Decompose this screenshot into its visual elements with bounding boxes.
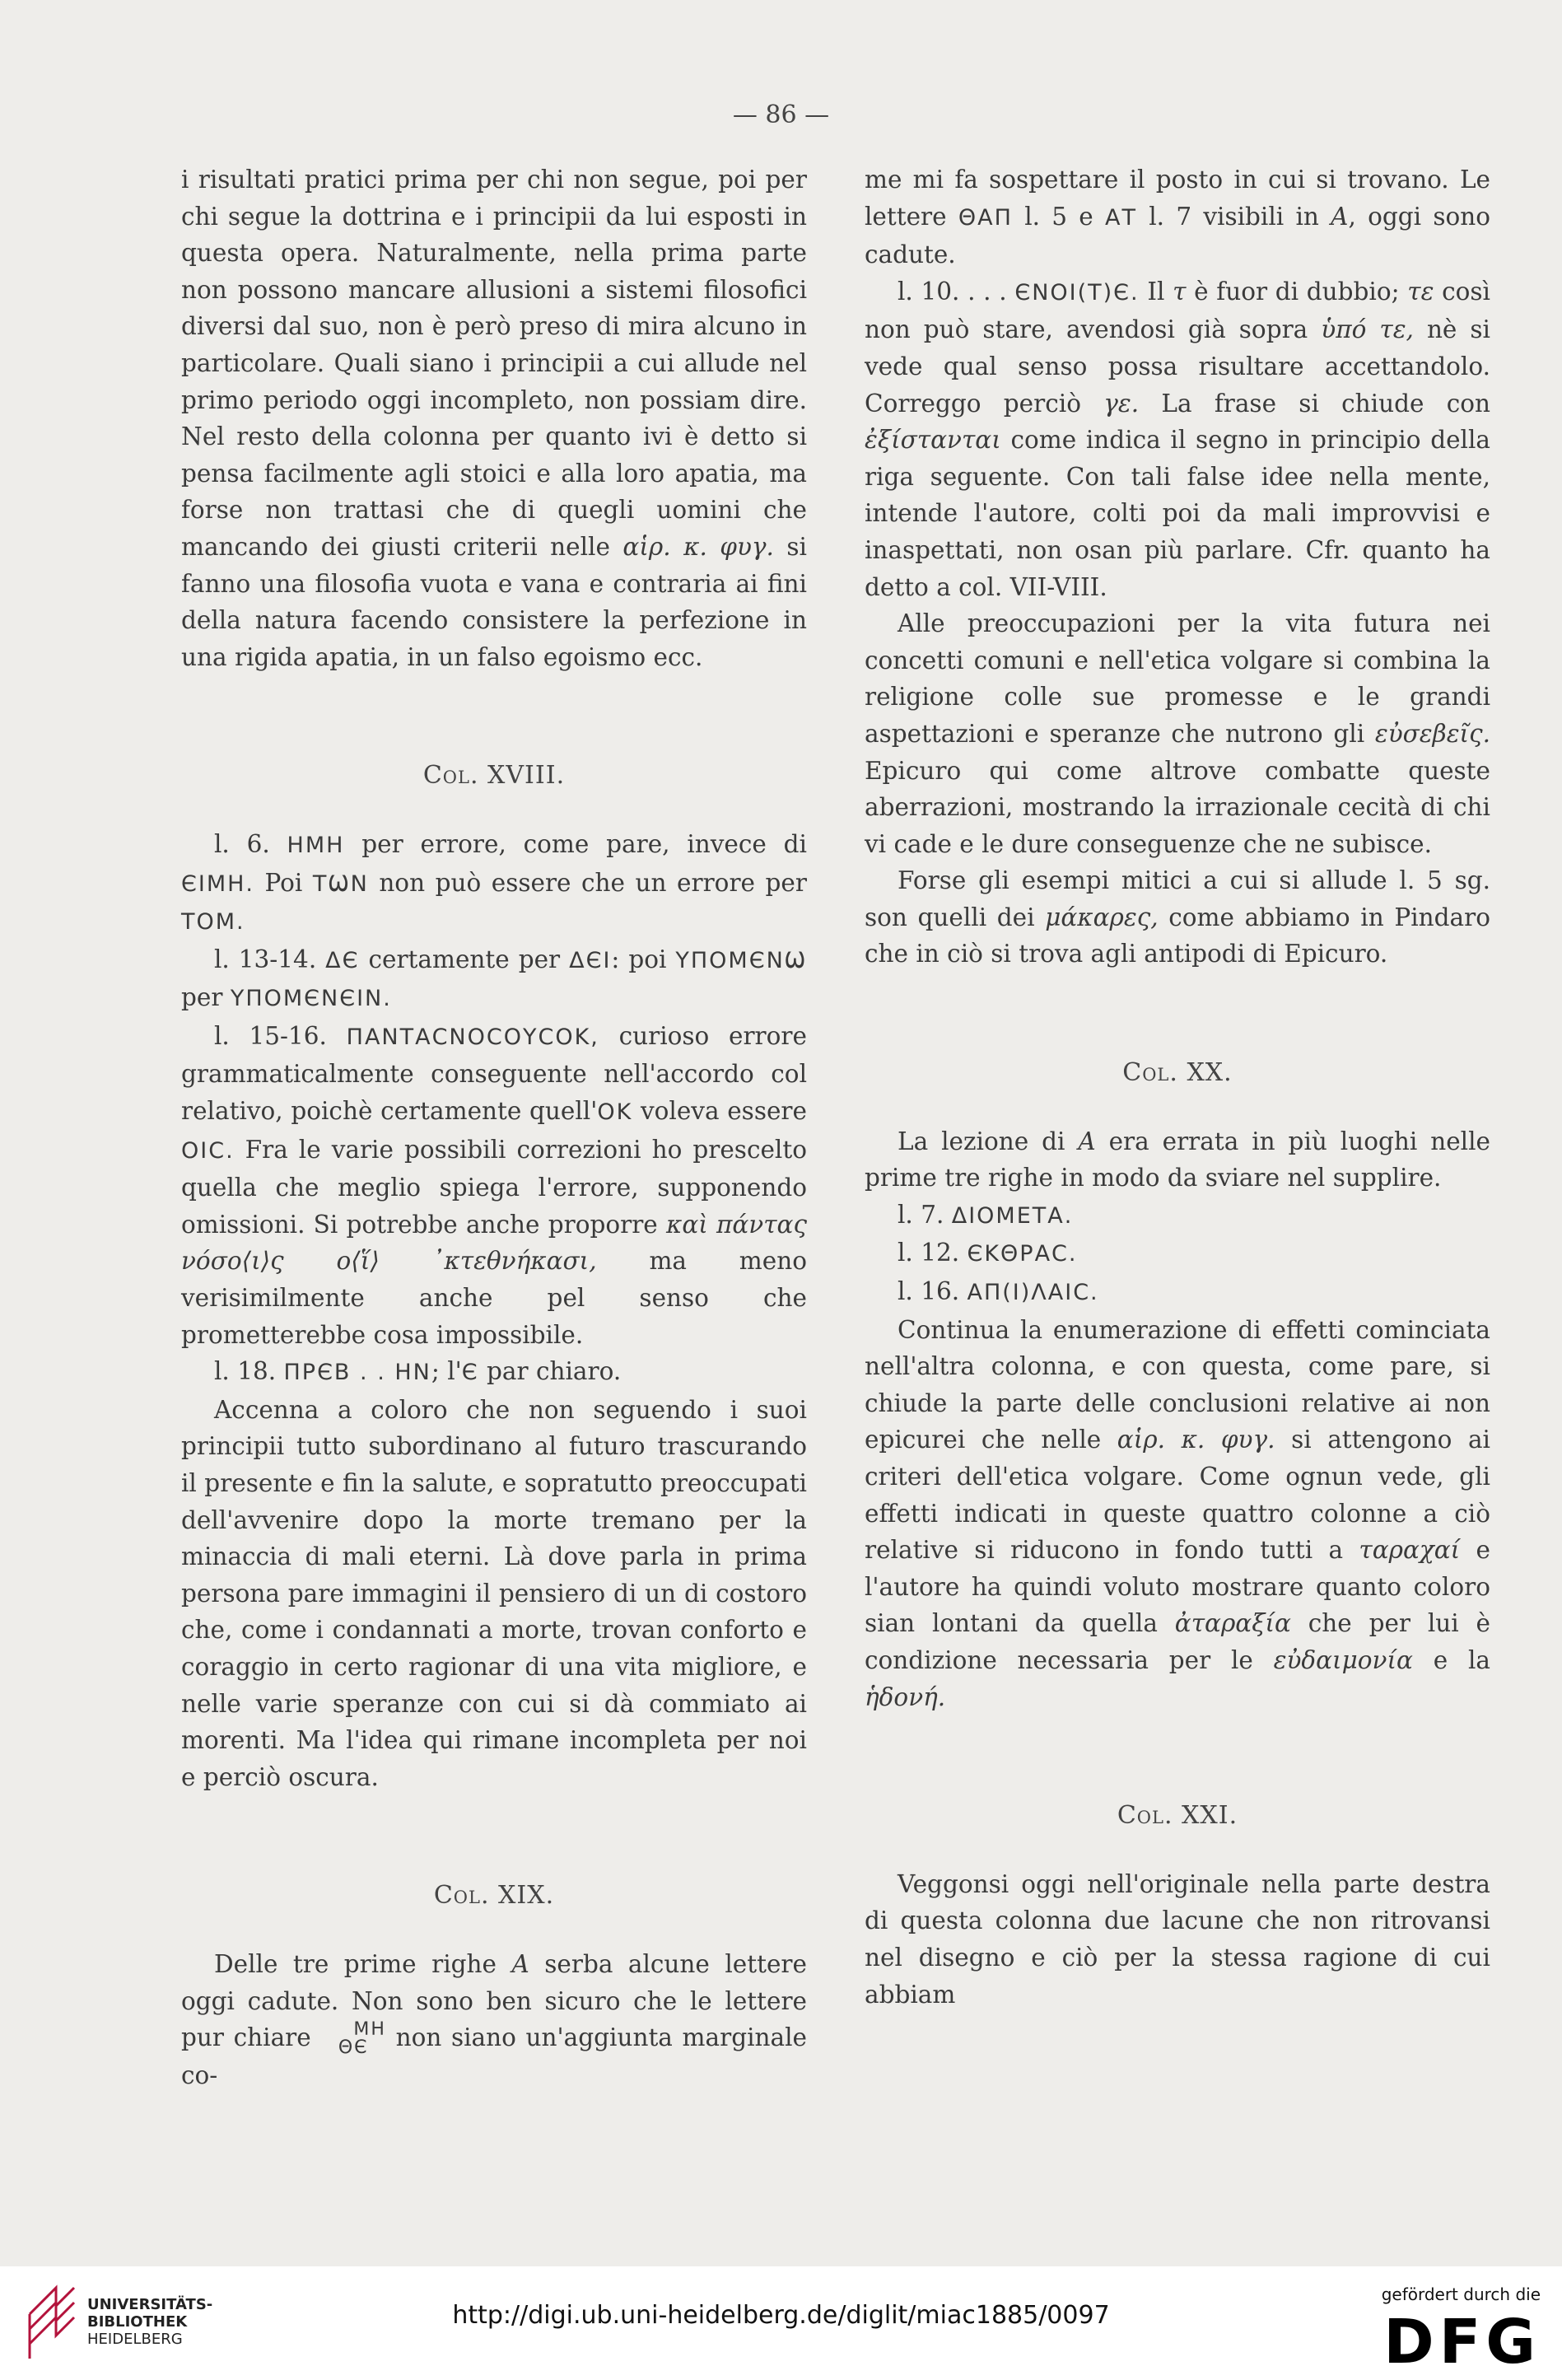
paragraph (181, 1946, 807, 2094)
line-ref: l. 12. (898, 1239, 960, 1267)
uncial-text: ΤѠΝ (312, 870, 369, 897)
greek-text: ἐξίστανται (865, 426, 1001, 455)
uncial-text: ΘΑΠ (958, 204, 1013, 231)
text: Continua la enumerazione di effetti cominciata nell'altra colonna, e con questa, come pare, si chiude la parte delle conclusioni relative ai non epicurei che nelle (865, 1315, 1490, 1454)
text: era errata in più luoghi nelle prime tre righe in modo da sviare nel supplire. (865, 1127, 1490, 1192)
line-ref: l. 16. (898, 1277, 960, 1306)
paragraph (181, 161, 807, 675)
uncial-text: ΠΑΝΤΑϹΝΟϹΟΥϹΟΚ, (346, 1024, 599, 1050)
dfg-logo: DFG (1383, 2307, 1541, 2378)
library-name-line: UNIVERSITÄTS- (87, 2296, 213, 2313)
left-column (181, 161, 807, 2094)
uncial-text: ΥΠΟΜЄΝЄΙΝ. (230, 986, 392, 1012)
footer-bar (0, 2266, 1562, 2380)
text: La lezione di (898, 1127, 1065, 1155)
greek-text: εὐδαιμονία (1273, 1645, 1413, 1674)
paragraph (865, 1312, 1490, 1716)
text: si fanno una filosofia vuota e vana e contraria ai fini della natura facendo consistere la perfezione in una rigida apatia, in un falso egoismo ecc. (181, 532, 807, 671)
text: non siano un'aggiunta marginale co- (181, 2023, 807, 2090)
library-name-line: BIBLIOTHEK (87, 2313, 188, 2331)
note-line-10 (865, 273, 1490, 605)
uncial-text: ЄΝΟΙ(Τ)Є. (1014, 279, 1140, 306)
text: Epicuro qui come altrove combatte queste aberrazioni, mostrando la irrazionale cecità di chi vi cade e le dure conseguenze che ne subisce. (865, 756, 1490, 858)
greek-text: καὶ πάντας νόσο⟨ι⟩ς ο⟨ἵ⟩ ᾽κτεθνήκασι, (181, 1210, 807, 1276)
stack-bottom: ΘЄ (338, 2037, 369, 2059)
note-line-13-14 (181, 941, 807, 1018)
uncial-text: ЄΚΘΡΑϹ. (967, 1241, 1078, 1267)
text: così non può stare, avendosi già sopra (865, 277, 1490, 344)
text: certamente per (368, 945, 561, 973)
text: La frase si chiude con (1161, 389, 1490, 418)
line-ref: l. 18. (214, 1357, 277, 1386)
text: l. 5 e (1024, 202, 1093, 231)
text: Poi (264, 868, 303, 897)
text: me mi fa sospettare il posto in cui si trovano. Le lettere (865, 166, 1490, 231)
line-ref: l. 6. (214, 829, 270, 858)
text: che per lui è condizione necessaria per le (865, 1609, 1490, 1674)
siglum: A (1078, 1127, 1096, 1155)
text: non può essere che un errore per (379, 868, 807, 897)
text: serba alcune lettere oggi cadute. Non sono ben sicuro che le lettere pur chiare (181, 1949, 807, 2052)
right-column (865, 161, 1490, 2013)
text: ma meno verisimilmente anche pel senso che prometterebbe cosa impossibile. (181, 1247, 807, 1349)
text: e l'autore ha quindi voluto mostrare quanto coloro sian lontani da quella (865, 1536, 1491, 1638)
text: Alle preoccupazioni per la vita futura nei concetti comuni e nell'etica volgare si combina la religione colle sue promesse e le grandi aspettazioni e speranze che nutrono gli (865, 609, 1490, 748)
text: l. 7 visibili in (1149, 202, 1319, 231)
text: è fuor di dubbio; (1194, 277, 1400, 306)
text: come indica il segno in principio della riga seguente. Con tali false idee nella mente, intende l'autore, colti poi da mali improvvisi e inaspettati, non osan più parlare. Cfr. quanto ha detto a col. VII-VIII. (865, 426, 1490, 601)
greek-text: ἡδονή. (865, 1682, 946, 1711)
siglum: A (1331, 202, 1349, 231)
text: ; l' (431, 1357, 462, 1386)
greek-text: αἱρ. κ. φυγ. (1117, 1426, 1275, 1454)
text: , oggi sono cadute. (865, 202, 1490, 269)
greek-text: ταραχαί (1359, 1536, 1461, 1565)
greek-text: τε (1407, 277, 1434, 306)
siglum: A (511, 1949, 529, 1978)
stacked-letters (320, 2021, 386, 2057)
library-name-line: HEIDELBERG (87, 2331, 183, 2348)
text: nè si vede qual senso possa risultare accettandolo. Correggo perciò (865, 315, 1490, 418)
uncial-text: ΑΠ(Ι)ΛΑΙϹ. (967, 1280, 1099, 1306)
paragraph (865, 161, 1490, 273)
text: Fra le varie possibili correzioni ho prescelto quella che meglio spiega l'errore, supponendo omissioni. Si potrebbe anche proporre (181, 1135, 807, 1239)
greek-text: μάκαρες, (1045, 903, 1159, 931)
text: voleva essere (640, 1097, 807, 1126)
funding-caption: gefördert durch die (1381, 2284, 1541, 2304)
note-line-18 (181, 1353, 807, 1392)
page-number: — 86 — (732, 100, 830, 129)
greek-text: ἀταραξία (1174, 1609, 1291, 1638)
text: e la (1433, 1645, 1490, 1674)
greek-text: εὐσεβεῖς. (1374, 719, 1490, 748)
uncial-text: ЄΙΜΗ. (181, 870, 254, 897)
text: Delle tre prime righe (214, 1949, 497, 1978)
note-line-15-16 (181, 1018, 807, 1353)
text: per errore, come pare, invece di (361, 829, 807, 858)
text: si attengono ai criteri dell'etica volgare. Come ognun vede, gli effetti indicati in queste quattro colonne a ciò relative si riducono in fondo tutti a (865, 1426, 1490, 1565)
uncial-text: ΠΡЄΒ . . ΗΝ (283, 1360, 431, 1386)
uncial-text: ΑΤ (1105, 204, 1137, 231)
text: Forse gli esempi mitici a cui si allude l. 5 sg. son quelli dei (865, 866, 1490, 931)
line-ref: l. 10. . . . (898, 277, 1007, 306)
line-ref: l. 13-14. (214, 945, 317, 973)
text: Il (1147, 277, 1165, 306)
uncial-text: ΗΜΗ (287, 832, 345, 858)
note-line-6 (181, 826, 807, 941)
note-line-12 (865, 1234, 1490, 1273)
stack-top: ΜΗ (353, 2019, 386, 2041)
greek-text: αἱρ. κ. φυγ. (622, 532, 774, 561)
greek-text: τ (1173, 277, 1187, 306)
text: come abbiamo in Pindaro che in ciò si trova agli antipodi di Epicuro. (865, 903, 1490, 968)
uncial-text: ΥΠΟΜЄΝѠ (675, 947, 807, 973)
uncial-text: ΟΙϹ. (181, 1137, 235, 1164)
text: i risultati pratici prima per chi non segue, poi per chi segue la dottrina e i principii da lui esposti in questa opera. Naturalmente, nella prima parte non possono mancare allusioni a sistemi filosofici diversi dal suo, non è però preso di mira alcuno in particolare. Quali siano i principii a cui allude nel primo periodo oggi incompleto, non possiam dire. Nel resto della colonna per quanto ivi è detto si pensa facilmente agli stoici e alla loro apatia, ma forse non trattasi che di quegli uomini che mancando dei giusti criterii nelle (181, 166, 807, 561)
column-heading-xviii: Col. XVIII. (422, 761, 566, 791)
text: par chiaro. (487, 1357, 622, 1386)
greek-text: γε. (1103, 389, 1140, 418)
note-line-16 (865, 1273, 1490, 1312)
line-ref: l. 15-16. (214, 1021, 327, 1050)
column-heading-xxi: Col. XXI. (1117, 1801, 1238, 1831)
text: per (181, 983, 223, 1012)
greek-text: ὑπό τε, (1321, 315, 1414, 344)
uncial-text: ΔЄΙ (569, 947, 612, 973)
text: curioso errore grammaticalmente conseguente nell'accordo col relativo, poichè certamente quell' (181, 1021, 807, 1126)
uncial-text: Є (461, 1360, 479, 1386)
column-heading-xix: Col. XIX. (433, 1881, 555, 1911)
uncial-text: ΔЄ (325, 947, 360, 973)
paragraph (865, 862, 1490, 973)
paragraph: Accenna a coloro che non seguendo i suoi principii tutto subordinano al futuro trascurando il presente e fin la salute, e sopratutto preoccupati dell'avvenire dopo la morte tremano per la minaccia di mali eterni. Là dove parla in prima persona pare immagini il pensiero di un di costoro che, come i condannati a morte, trovan conforto e coraggio in certo ragionar di una vita migliore, e nelle varie speranze con cui si dà commiato ai morenti. Ma l'idea qui rimane incompleta per noi e perciò oscura. (181, 1395, 807, 1791)
paragraph (865, 1123, 1490, 1197)
note-line-7 (865, 1197, 1490, 1235)
uncial-text: ΟΚ (597, 1099, 633, 1126)
uncial-text: ΤΟΜ. (181, 909, 245, 936)
line-ref: l. 7. (898, 1200, 944, 1229)
uncial-text: ΔΙΟΜΕΤΑ. (951, 1202, 1074, 1229)
paragraph: Veggonsi oggi nell'originale nella parte destra di questa colonna due lacune che non ritrovansi nel disegno e ciò per la stessa ragione di cui abbiam (865, 1869, 1490, 2009)
paragraph (865, 605, 1490, 862)
source-url-link[interactable]: http://digi.ub.uni-heidelberg.de/diglit/miac1885/0097 (452, 2301, 1110, 2330)
text: : poi (611, 945, 667, 973)
column-heading-xx: Col. XX. (1122, 1058, 1233, 1088)
